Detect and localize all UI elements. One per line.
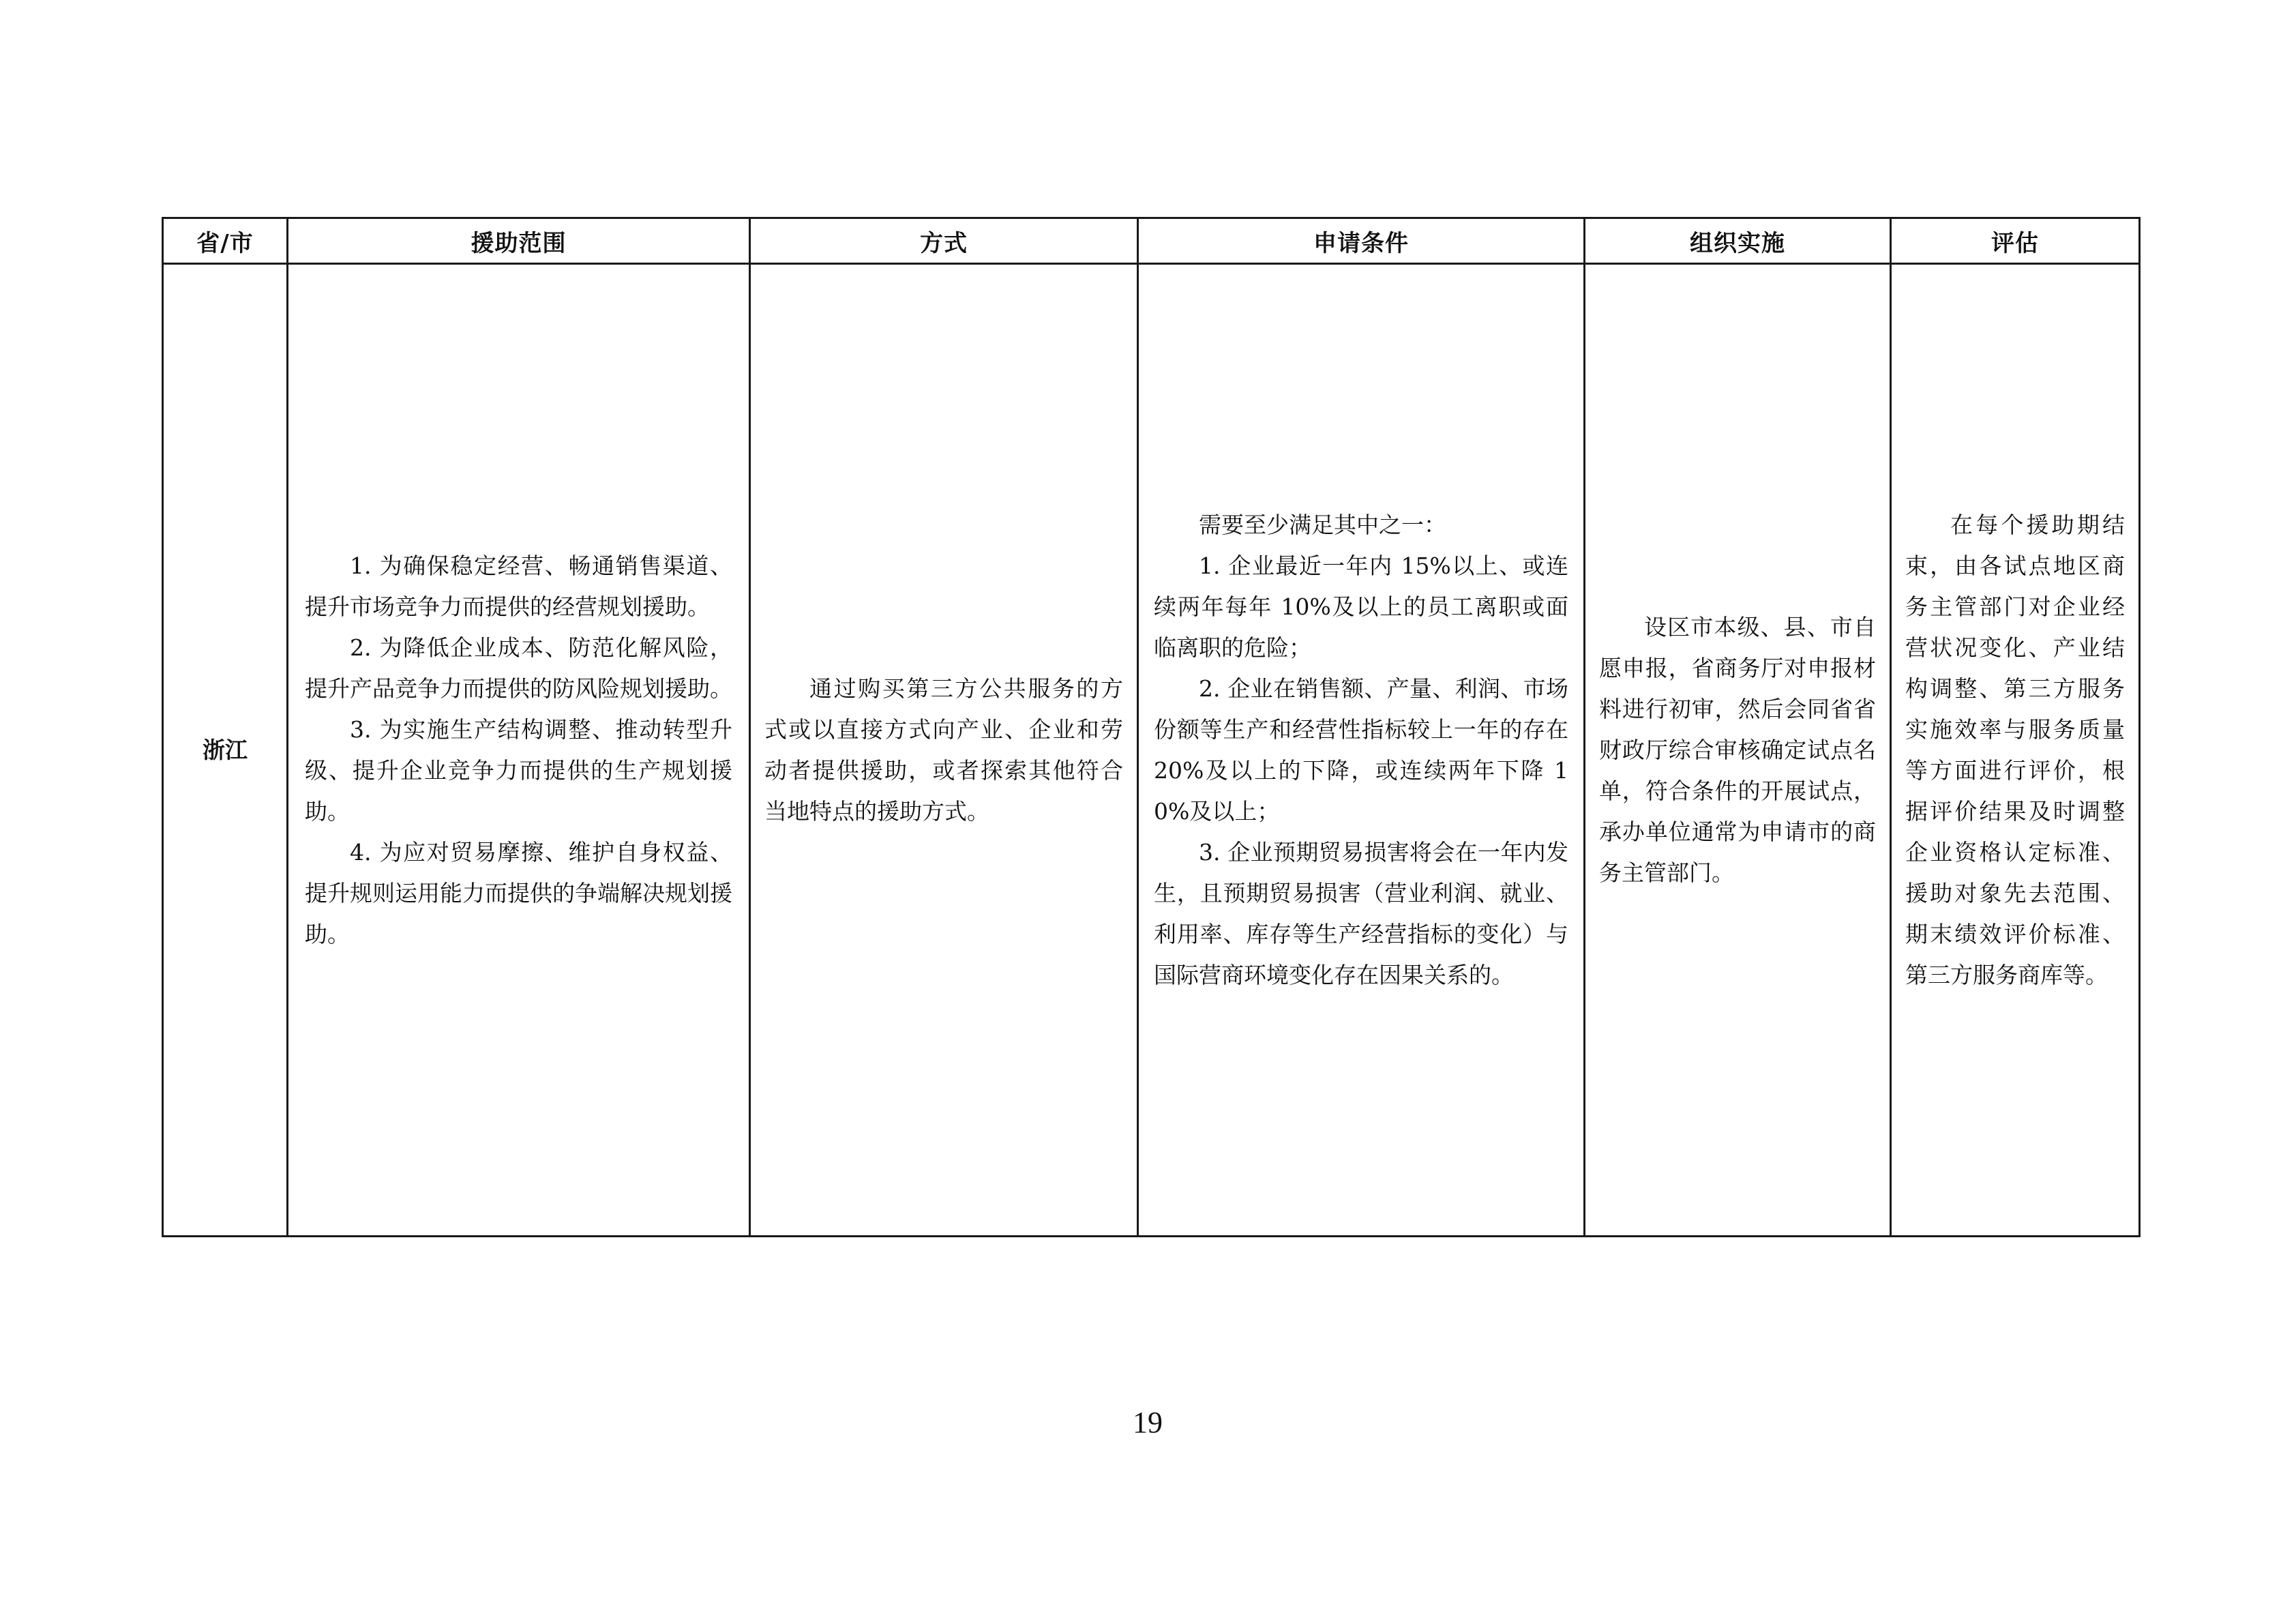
header-implementation: 组织实施: [1585, 218, 1891, 264]
cell-evaluation: [1891, 264, 2140, 1237]
scope-item-4: 4. 为应对贸易摩擦、维护自身权益、提升规则运用能力而提供的争端解决规划援助。: [305, 838, 732, 947]
cell-method: [750, 264, 1138, 1237]
header-province: 省/市: [163, 218, 288, 264]
header-evaluation: 评估: [1891, 218, 2140, 264]
cell-scope: [288, 264, 750, 1237]
table-header-row: [163, 218, 2140, 264]
header-method: 方式: [750, 218, 1138, 264]
scope-item-2: 2. 为降低企业成本、防范化解风险，提升产品竞争力而提供的防风险规划援助。: [305, 634, 732, 702]
cell-implementation: [1585, 264, 1891, 1237]
scope-item-3: 3. 为实施生产结构调整、推动转型升级、提升企业竞争力而提供的生产规划援助。: [305, 715, 732, 825]
conditions-item-1: 1. 企业最近一年内 15%以上、或连续两年每年 10%及以上的员工离职或面临离职的危险；: [1154, 552, 1568, 661]
conditions-intro: 需要至少满足其中之一：: [1199, 511, 1446, 538]
conditions-item-3: 3. 企业预期贸易损害将会在一年内发生，且预期贸易损害（营业利润、就业、利用率、库存等生产经营指标的变化）与国际营商环境变化存在因果关系的。: [1154, 838, 1568, 988]
cell-conditions: [1138, 264, 1585, 1237]
header-conditions: 申请条件: [1138, 218, 1585, 264]
header-scope: 援助范围: [288, 218, 750, 264]
scope-item-1: 1. 为确保稳定经营、畅通销售渠道、提升市场竞争力而提供的经营规划援助。: [305, 552, 732, 620]
cell-province: 浙江: [163, 264, 288, 1237]
method-text: 通过购买第三方公共服务的方式或以直接方式向产业、企业和劳动者提供援助，或者探索其他符合当地特点的援助方式。: [764, 675, 1123, 825]
page-number: 19: [1133, 1406, 1163, 1439]
assistance-policy-table: [162, 217, 2141, 1237]
implementation-text: 设区市本级、县、市自愿申报，省商务厅对申报材料进行初审，然后会同省省财政厅综合审核确定试点名单，符合条件的开展试点，承办单位通常为申请市的商务主管部门。: [1599, 613, 1876, 886]
evaluation-text: 在每个援助期结束，由各试点地区商务主管部门对企业经营状况变化、产业结构调整、第三方服务实施效率与服务质量等方面进行评价，根据评价结果及时调整企业资格认定标准、援助对象先去范围、期末绩效评价标准、第三方服务商库等。: [1905, 511, 2125, 988]
conditions-item-2: 2. 企业在销售额、产量、利润、市场份额等生产和经营性指标较上一年的存在 20%及以上的下降，或连续两年下降 10%及以上；: [1154, 675, 1568, 825]
table-row: [163, 264, 2140, 1237]
